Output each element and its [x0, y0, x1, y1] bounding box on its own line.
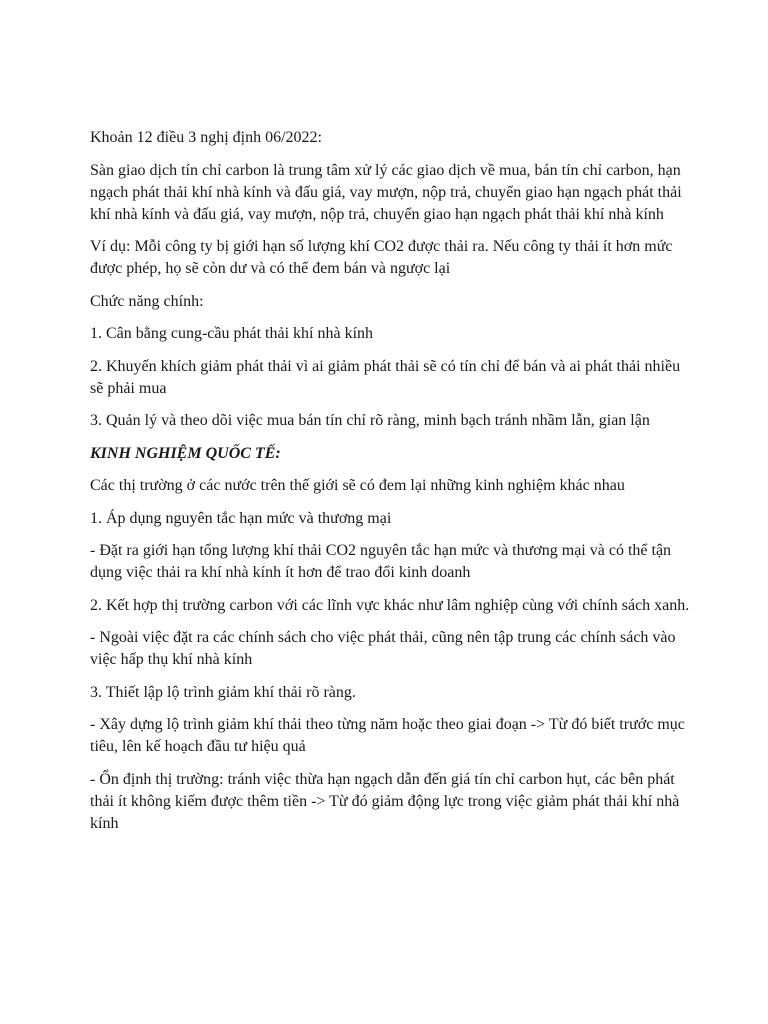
experience-item-3-detail-2: - Ổn định thị trường: tránh việc thừa hạn ngạch dẫn đến giá tín chỉ carbon hụt, các bên phát thải ít không kiếm được thêm tiền -> Từ đó giảm động lực trong việc giảm phát thải khí nhà kính [90, 770, 680, 832]
experience-item-1-detail: - Đặt ra giới hạn tổng lượng khí thải CO2 nguyên tắc hạn mức và thương mại và có thể tận dụng việc thải ra khí nhà kính ít hơn để trao đổi kinh doanh [90, 542, 672, 581]
document-page [90, 127, 690, 845]
experience-intro: Các thị trường ở các nước trên thế giới sẽ có đem lại những kinh nghiệm khác nhau [90, 477, 625, 494]
experience-item-3-detail-1: - Xây dựng lộ trình giảm khí thải theo từng năm hoặc theo giai đoạn -> Từ đó biết trước mục tiêu, lên kế hoạch đầu tư hiệu quả [90, 716, 685, 755]
legal-reference: Khoản 12 điều 3 nghị định 06/2022: [90, 129, 322, 146]
example-paragraph: Ví dụ: Mỗi công ty bị giới hạn số lượng khí CO2 được thải ra. Nếu công ty thải ít hơn mức được phép, họ sẽ còn dư và có thể đem bán và ngược lại [90, 238, 673, 277]
function-item-1: 1. Cân bằng cung-cầu phát thải khí nhà kính [90, 325, 374, 342]
definition-paragraph: Sàn giao dịch tín chỉ carbon là trung tâm xử lý các giao dịch về mua, bán tín chỉ carbon, hạn ngạch phát thải khí nhà kính và đấu giá, vay mượn, nộp trả, chuyển giao hạn ngạch phát thải khí nhà kính và đấu giá, vay mượn, nộp trả, chuyển giao hạn ngạch phát thải khí nhà kính [90, 161, 682, 223]
main-functions-label: Chức năng chính: [90, 292, 204, 310]
experience-item-3: 3. Thiết lập lộ trình giảm khí thải rõ ràng. [90, 683, 356, 701]
function-item-2: 2. Khuyến khích giảm phát thải vì ai giảm phát thải sẽ có tín chỉ để bán và ai phát thải nhiều sẽ phải mua [90, 357, 681, 397]
experience-item-1: 1. Áp dụng nguyên tắc hạn mức và thương mại [90, 509, 392, 527]
international-experience-heading: KINH NGHIỆM QUỐC TẾ: [90, 444, 281, 462]
experience-item-2: 2. Kết hợp thị trường carbon với các lĩnh vực khác như lâm nghiệp cùng với chính sách xanh. [90, 596, 690, 614]
function-item-3: 3. Quản lý và theo dõi việc mua bán tín chỉ rõ ràng, minh bạch tránh nhầm lẫn, gian lận [90, 412, 650, 429]
experience-item-2-detail: - Ngoài việc đặt ra các chính sách cho việc phát thải, cũng nên tập trung các chính sách vào việc hấp thụ khí nhà kính [90, 629, 676, 668]
